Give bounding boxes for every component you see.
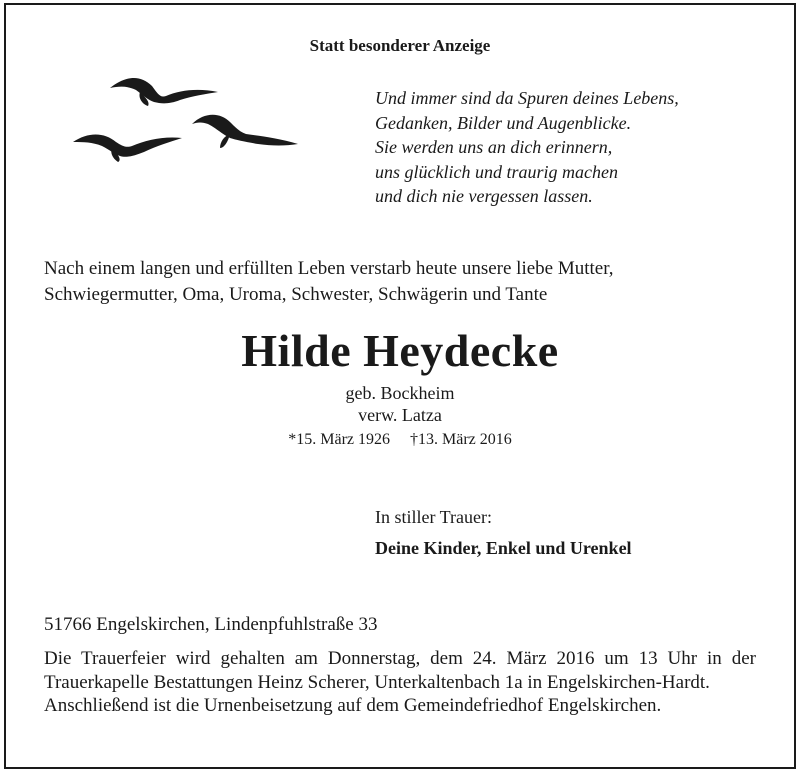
intro-line: Nach einem langen und erfüllten Leben verstarb heute unsere liebe Mutter, — [44, 258, 614, 279]
mourning-intro: In stiller Trauer: — [375, 507, 492, 527]
birth-name: geb. Bockheim — [345, 383, 455, 403]
birth-date: *15. März 1926 — [288, 431, 390, 448]
poem — [375, 86, 679, 209]
widowed-name: verw. Latza — [358, 405, 442, 425]
notice-header: Statt besonderer Anzeige — [309, 36, 491, 55]
funeral-service-text: Die Trauerfeier wird gehalten am Donnerstag, dem 24. März 2016 um 13 Uhr in der Trauerkapelle Bestattungen Heinz Scherer, Unterkaltenbach 1a in Engelskirchen-Hardt. — [44, 648, 756, 693]
funeral-details — [44, 647, 756, 718]
deceased-name: Hilde Heydecke — [241, 325, 559, 376]
poem-line: und dich nie vergessen lassen. — [375, 186, 593, 206]
poem-line: Gedanken, Bilder und Augenblicke. — [375, 112, 632, 133]
poem-line: uns glücklich und traurig machen — [375, 161, 618, 182]
life-dates — [0, 431, 800, 449]
poem-line: Sie werden uns an dich erinnern, — [375, 137, 613, 157]
intro-line: Schwiegermutter, Oma, Uroma, Schwester, Schwägerin und Tante — [44, 284, 548, 305]
address: 51766 Engelskirchen, Lindenpfuhlstraße 33 — [44, 614, 378, 635]
flying-birds-icon — [70, 72, 305, 164]
intro-text — [44, 256, 614, 308]
death-date: †13. März 2016 — [410, 431, 512, 448]
urn-burial-text: Anschließend ist die Urnenbeisetzung auf dem Gemeindefriedhof Engelskirchen. — [44, 695, 662, 716]
poem-line: Und immer sind da Spuren deines Lebens, — [375, 88, 679, 108]
mourning-family: Deine Kinder, Enkel und Urenkel — [375, 538, 632, 558]
